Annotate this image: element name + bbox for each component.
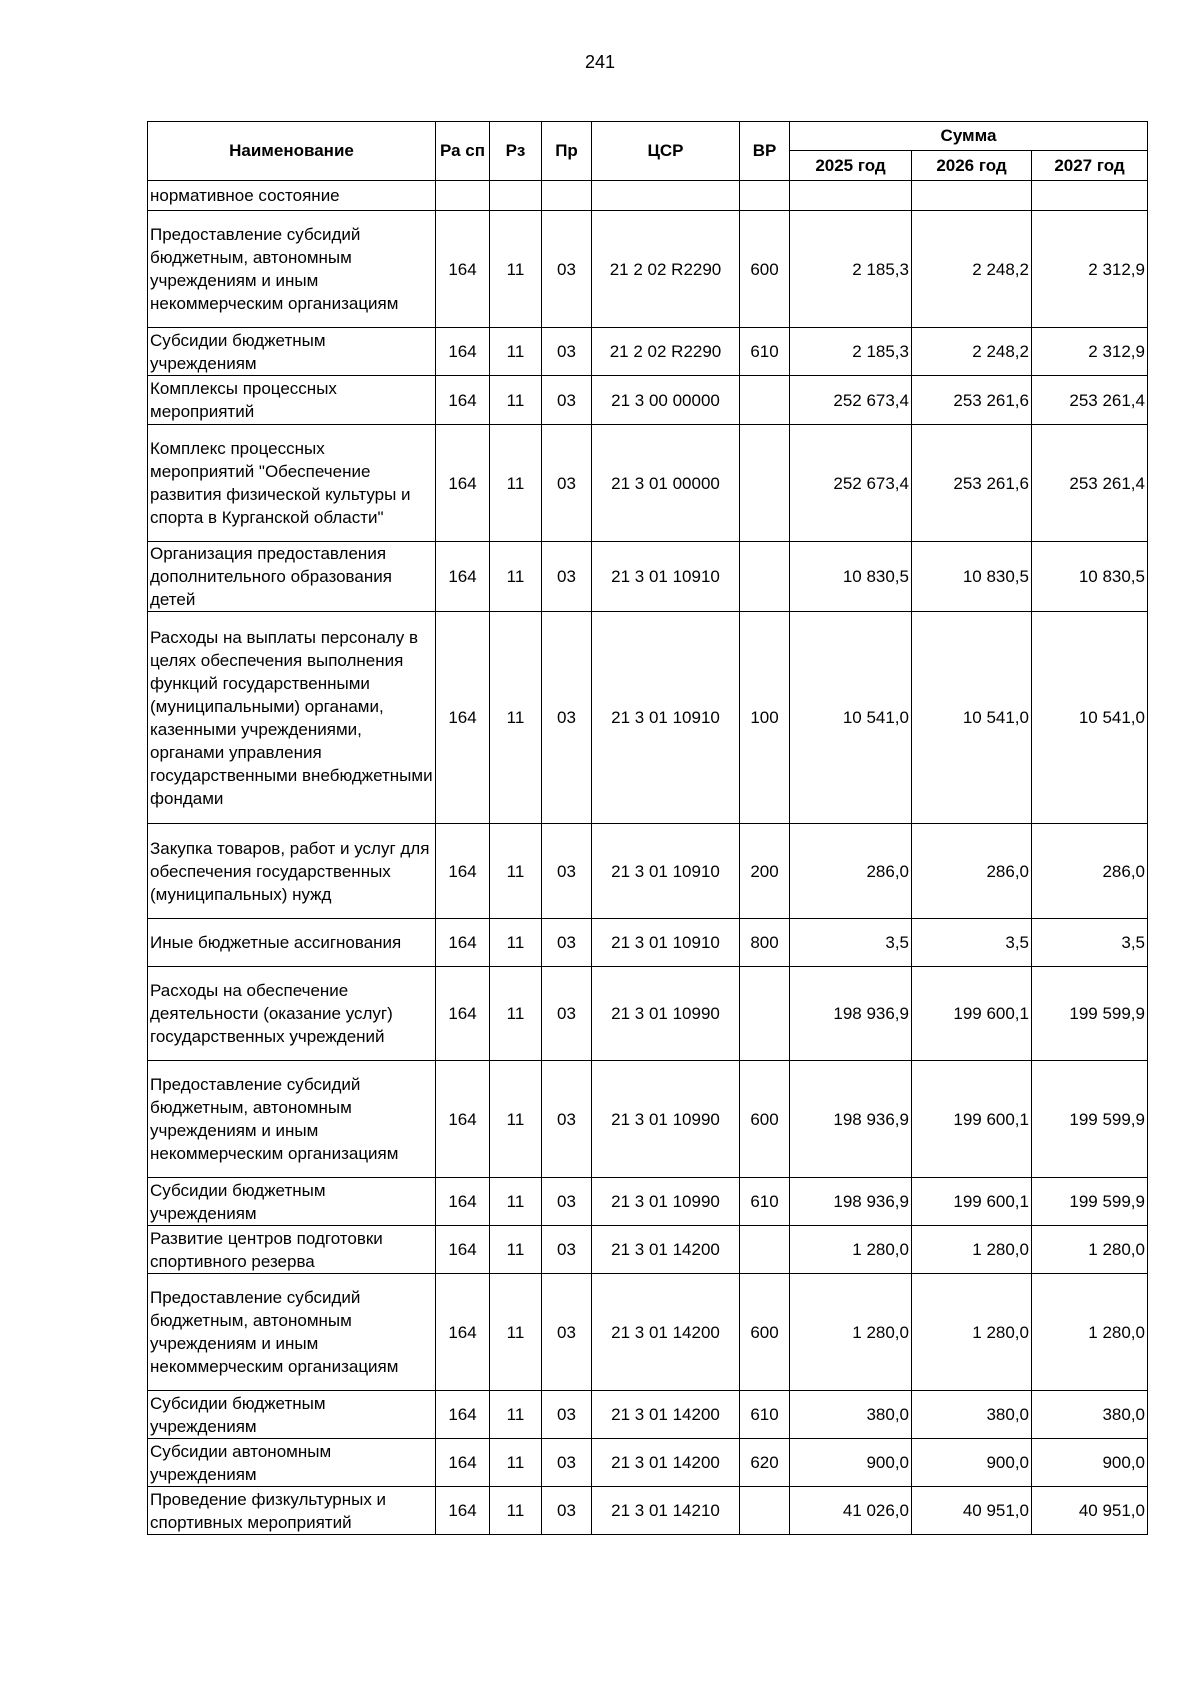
row-sum-2026: 10 541,0 bbox=[912, 612, 1032, 824]
row-rz: 11 bbox=[490, 1487, 542, 1535]
row-name: Предоставление субсидий бюджетным, автономным учреждениям и иным некоммерческим организациям bbox=[148, 1061, 436, 1178]
row-vr: 610 bbox=[740, 328, 790, 376]
row-sum-2026: 380,0 bbox=[912, 1391, 1032, 1439]
row-rz: 11 bbox=[490, 1274, 542, 1391]
header-2027: 2027 год bbox=[1032, 151, 1148, 181]
table-row bbox=[148, 376, 1148, 425]
row-pr: 03 bbox=[542, 1487, 592, 1535]
row-vr bbox=[740, 1226, 790, 1274]
row-sum-2027: 199 599,9 bbox=[1032, 967, 1148, 1061]
row-csr: 21 3 01 10990 bbox=[592, 967, 740, 1061]
table-row bbox=[148, 824, 1148, 919]
table-row bbox=[148, 211, 1148, 328]
row-name: Закупка товаров, работ и услуг для обеспечения государственных (муниципальных) нужд bbox=[148, 824, 436, 919]
row-name: Предоставление субсидий бюджетным, автономным учреждениям и иным некоммерческим организациям bbox=[148, 211, 436, 328]
row-pr: 03 bbox=[542, 328, 592, 376]
table-row bbox=[148, 1391, 1148, 1439]
row-sum-2026: 253 261,6 bbox=[912, 376, 1032, 425]
row-sum-2025: 198 936,9 bbox=[790, 967, 912, 1061]
header-2025: 2025 год bbox=[790, 151, 912, 181]
table-row bbox=[148, 181, 1148, 211]
table-row bbox=[148, 328, 1148, 376]
header-sum: Сумма bbox=[790, 122, 1148, 151]
row-sum-2027: 286,0 bbox=[1032, 824, 1148, 919]
header-csr: ЦСР bbox=[592, 122, 740, 181]
row-csr: 21 2 02 R2290 bbox=[592, 328, 740, 376]
header-rz: Рз bbox=[490, 122, 542, 181]
row-csr bbox=[592, 181, 740, 211]
row-rasp: 164 bbox=[436, 542, 490, 612]
table-header bbox=[148, 122, 1148, 181]
row-sum-2025: 252 673,4 bbox=[790, 376, 912, 425]
row-sum-2027: 2 312,9 bbox=[1032, 211, 1148, 328]
row-rz: 11 bbox=[490, 376, 542, 425]
budget-table bbox=[147, 121, 1148, 1535]
row-vr bbox=[740, 376, 790, 425]
row-csr: 21 3 01 14200 bbox=[592, 1274, 740, 1391]
row-rasp: 164 bbox=[436, 824, 490, 919]
row-rz: 11 bbox=[490, 1178, 542, 1226]
row-rasp: 164 bbox=[436, 1178, 490, 1226]
row-rz: 11 bbox=[490, 1226, 542, 1274]
row-rasp: 164 bbox=[436, 211, 490, 328]
row-rasp: 164 bbox=[436, 967, 490, 1061]
table-row bbox=[148, 1274, 1148, 1391]
row-rasp: 164 bbox=[436, 1226, 490, 1274]
table-row bbox=[148, 1487, 1148, 1535]
row-rasp bbox=[436, 181, 490, 211]
row-pr: 03 bbox=[542, 824, 592, 919]
table-row bbox=[148, 1061, 1148, 1178]
row-csr: 21 3 01 14200 bbox=[592, 1226, 740, 1274]
row-sum-2026: 199 600,1 bbox=[912, 1061, 1032, 1178]
header-2026: 2026 год bbox=[912, 151, 1032, 181]
row-sum-2025: 198 936,9 bbox=[790, 1061, 912, 1178]
row-vr: 620 bbox=[740, 1439, 790, 1487]
row-rasp: 164 bbox=[436, 1487, 490, 1535]
row-csr: 21 3 01 14210 bbox=[592, 1487, 740, 1535]
row-csr: 21 3 00 00000 bbox=[592, 376, 740, 425]
row-rz bbox=[490, 181, 542, 211]
header-vr: ВР bbox=[740, 122, 790, 181]
row-name: Иные бюджетные ассигнования bbox=[148, 919, 436, 967]
row-rasp: 164 bbox=[436, 612, 490, 824]
row-rz: 11 bbox=[490, 1391, 542, 1439]
row-rasp: 164 bbox=[436, 1274, 490, 1391]
row-sum-2026: 2 248,2 bbox=[912, 211, 1032, 328]
row-sum-2026: 286,0 bbox=[912, 824, 1032, 919]
row-sum-2027: 10 830,5 bbox=[1032, 542, 1148, 612]
row-csr: 21 3 01 14200 bbox=[592, 1439, 740, 1487]
row-sum-2025 bbox=[790, 181, 912, 211]
row-sum-2026: 1 280,0 bbox=[912, 1274, 1032, 1391]
row-csr: 21 3 01 00000 bbox=[592, 425, 740, 542]
row-rasp: 164 bbox=[436, 376, 490, 425]
row-sum-2027: 3,5 bbox=[1032, 919, 1148, 967]
row-vr bbox=[740, 967, 790, 1061]
row-name: Комплекс процессных мероприятий "Обеспечение развития физической культуры и спорта в Курганской области" bbox=[148, 425, 436, 542]
row-sum-2026: 40 951,0 bbox=[912, 1487, 1032, 1535]
page-number: 241 bbox=[584, 52, 616, 72]
row-name: Развитие центров подготовки спортивного резерва bbox=[148, 1226, 436, 1274]
row-sum-2025: 286,0 bbox=[790, 824, 912, 919]
row-sum-2027: 2 312,9 bbox=[1032, 328, 1148, 376]
table-row bbox=[148, 967, 1148, 1061]
row-sum-2027: 253 261,4 bbox=[1032, 425, 1148, 542]
row-rz: 11 bbox=[490, 824, 542, 919]
row-sum-2026: 1 280,0 bbox=[912, 1226, 1032, 1274]
row-csr: 21 3 01 10910 bbox=[592, 542, 740, 612]
row-name: Субсидии бюджетным учреждениям bbox=[148, 1391, 436, 1439]
table-row bbox=[148, 919, 1148, 967]
row-csr: 21 3 01 10910 bbox=[592, 824, 740, 919]
row-name: Субсидии бюджетным учреждениям bbox=[148, 328, 436, 376]
row-sum-2027: 199 599,9 bbox=[1032, 1178, 1148, 1226]
row-sum-2025: 10 830,5 bbox=[790, 542, 912, 612]
row-rz: 11 bbox=[490, 919, 542, 967]
row-sum-2025: 1 280,0 bbox=[790, 1226, 912, 1274]
row-sum-2025: 10 541,0 bbox=[790, 612, 912, 824]
row-pr: 03 bbox=[542, 919, 592, 967]
row-vr: 600 bbox=[740, 1274, 790, 1391]
row-rz: 11 bbox=[490, 967, 542, 1061]
row-vr: 200 bbox=[740, 824, 790, 919]
row-pr: 03 bbox=[542, 612, 592, 824]
row-sum-2027 bbox=[1032, 181, 1148, 211]
table-row bbox=[148, 425, 1148, 542]
row-vr bbox=[740, 1487, 790, 1535]
row-sum-2027: 1 280,0 bbox=[1032, 1226, 1148, 1274]
row-sum-2025: 380,0 bbox=[790, 1391, 912, 1439]
table-row bbox=[148, 1178, 1148, 1226]
row-sum-2027: 900,0 bbox=[1032, 1439, 1148, 1487]
row-sum-2025: 252 673,4 bbox=[790, 425, 912, 542]
row-rz: 11 bbox=[490, 1439, 542, 1487]
row-rasp: 164 bbox=[436, 1439, 490, 1487]
row-pr: 03 bbox=[542, 1226, 592, 1274]
table-row bbox=[148, 612, 1148, 824]
row-rz: 11 bbox=[490, 542, 542, 612]
row-sum-2025: 3,5 bbox=[790, 919, 912, 967]
row-vr: 610 bbox=[740, 1178, 790, 1226]
row-pr: 03 bbox=[542, 967, 592, 1061]
row-csr: 21 3 01 10990 bbox=[592, 1061, 740, 1178]
row-vr: 610 bbox=[740, 1391, 790, 1439]
row-pr: 03 bbox=[542, 376, 592, 425]
row-vr bbox=[740, 425, 790, 542]
row-sum-2025: 1 280,0 bbox=[790, 1274, 912, 1391]
row-csr: 21 3 01 10910 bbox=[592, 919, 740, 967]
row-sum-2027: 1 280,0 bbox=[1032, 1274, 1148, 1391]
row-sum-2026: 253 261,6 bbox=[912, 425, 1032, 542]
row-vr: 600 bbox=[740, 211, 790, 328]
row-rz: 11 bbox=[490, 211, 542, 328]
row-pr: 03 bbox=[542, 1439, 592, 1487]
header-pr: Пр bbox=[542, 122, 592, 181]
row-sum-2026: 3,5 bbox=[912, 919, 1032, 967]
row-name: Организация предоставления дополнительного образования детей bbox=[148, 542, 436, 612]
row-vr: 600 bbox=[740, 1061, 790, 1178]
row-pr: 03 bbox=[542, 425, 592, 542]
row-csr: 21 3 01 10910 bbox=[592, 612, 740, 824]
row-rasp: 164 bbox=[436, 1061, 490, 1178]
row-csr: 21 3 01 10990 bbox=[592, 1178, 740, 1226]
row-vr bbox=[740, 181, 790, 211]
row-pr: 03 bbox=[542, 1061, 592, 1178]
row-sum-2026: 199 600,1 bbox=[912, 967, 1032, 1061]
row-vr bbox=[740, 542, 790, 612]
table-row bbox=[148, 542, 1148, 612]
row-sum-2026: 2 248,2 bbox=[912, 328, 1032, 376]
table-row bbox=[148, 1439, 1148, 1487]
row-name: Проведение физкультурных и спортивных мероприятий bbox=[148, 1487, 436, 1535]
row-sum-2025: 900,0 bbox=[790, 1439, 912, 1487]
row-rasp: 164 bbox=[436, 919, 490, 967]
row-sum-2027: 380,0 bbox=[1032, 1391, 1148, 1439]
row-name: Субсидии автономным учреждениям bbox=[148, 1439, 436, 1487]
row-rz: 11 bbox=[490, 328, 542, 376]
row-sum-2026: 199 600,1 bbox=[912, 1178, 1032, 1226]
row-pr: 03 bbox=[542, 211, 592, 328]
row-pr: 03 bbox=[542, 542, 592, 612]
row-csr: 21 3 01 14200 bbox=[592, 1391, 740, 1439]
row-sum-2027: 40 951,0 bbox=[1032, 1487, 1148, 1535]
row-rasp: 164 bbox=[436, 425, 490, 542]
row-csr: 21 2 02 R2290 bbox=[592, 211, 740, 328]
row-vr: 800 bbox=[740, 919, 790, 967]
row-vr: 100 bbox=[740, 612, 790, 824]
row-name: Расходы на выплаты персоналу в целях обеспечения выполнения функций государственными (муниципальными) органами, казенными учреждениями, органами управления государственными внебюджетными фондами bbox=[148, 612, 436, 824]
row-sum-2027: 199 599,9 bbox=[1032, 1061, 1148, 1178]
row-rz: 11 bbox=[490, 612, 542, 824]
row-name: Субсидии бюджетным учреждениям bbox=[148, 1178, 436, 1226]
row-pr: 03 bbox=[542, 1274, 592, 1391]
row-rasp: 164 bbox=[436, 328, 490, 376]
header-rasp: Ра сп bbox=[436, 122, 490, 181]
row-sum-2025: 198 936,9 bbox=[790, 1178, 912, 1226]
row-name: нормативное состояние bbox=[148, 181, 436, 211]
row-rz: 11 bbox=[490, 425, 542, 542]
row-sum-2025: 41 026,0 bbox=[790, 1487, 912, 1535]
row-sum-2027: 253 261,4 bbox=[1032, 376, 1148, 425]
header-name: Наименование bbox=[148, 122, 436, 181]
row-pr bbox=[542, 181, 592, 211]
row-sum-2026 bbox=[912, 181, 1032, 211]
row-pr: 03 bbox=[542, 1178, 592, 1226]
row-sum-2026: 10 830,5 bbox=[912, 542, 1032, 612]
row-name: Предоставление субсидий бюджетным, автономным учреждениям и иным некоммерческим организациям bbox=[148, 1274, 436, 1391]
row-name: Комплексы процессных мероприятий bbox=[148, 376, 436, 425]
row-sum-2025: 2 185,3 bbox=[790, 211, 912, 328]
row-sum-2025: 2 185,3 bbox=[790, 328, 912, 376]
table-body bbox=[148, 181, 1148, 1535]
row-sum-2026: 900,0 bbox=[912, 1439, 1032, 1487]
row-sum-2027: 10 541,0 bbox=[1032, 612, 1148, 824]
row-rasp: 164 bbox=[436, 1391, 490, 1439]
table-row bbox=[148, 1226, 1148, 1274]
row-rz: 11 bbox=[490, 1061, 542, 1178]
row-pr: 03 bbox=[542, 1391, 592, 1439]
row-name: Расходы на обеспечение деятельности (оказание услуг) государственных учреждений bbox=[148, 967, 436, 1061]
